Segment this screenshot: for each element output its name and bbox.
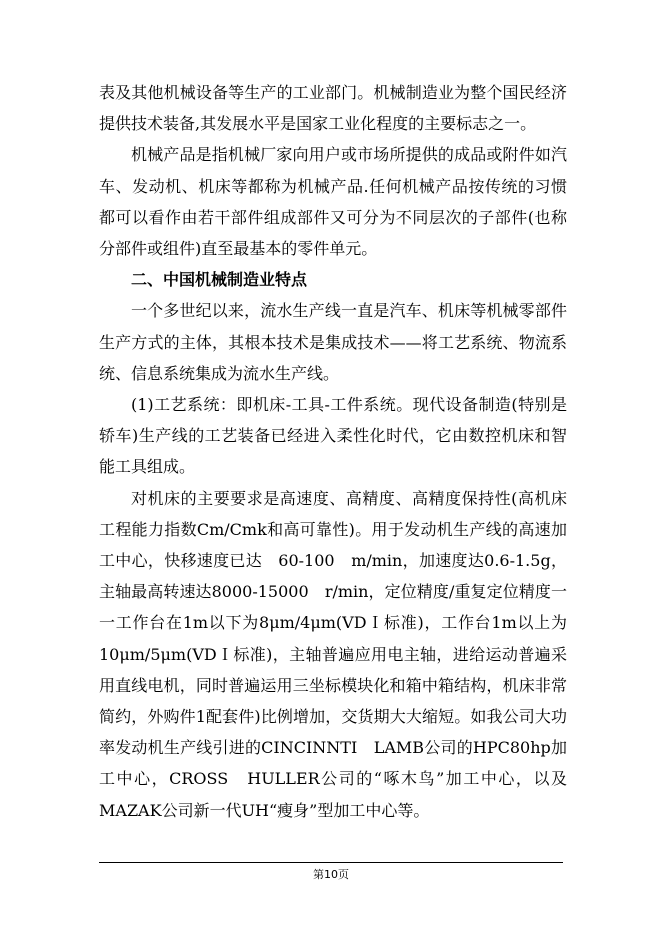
paragraph: 机械产品是指机械厂家向用户或市场所提供的成品或附件如汽车、发动机、机床等都称为机械产品.任何机械产品按传统的习惯都可以看作由若干部件组成部件又可分为不同层次的子部件(也称分部件或组件)直至最基本的零件单元。: [99, 145, 567, 259]
paragraph: (1)工艺系统：即机床-工具-工件系统。现代设备制造(特别是轿车)生产线的工艺装备已经进入柔性化时代，它由数控机床和智能工具组成。: [99, 395, 567, 477]
page-body: [99, 77, 567, 826]
paragraph: 对机床的主要要求是高速度、高精度、高精度保持性(高机床工程能力指数Cm/Cmk和高可靠性)。用于发动机生产线的高速加工中心，快移速度已达 60-100 m/min，加速度达0.6-1.5g，主轴最高转速达8000-15000 r/min，定位精度/重复定位精度一一工作台在1m以下为8μm/4μm(VDＩ标准)，工作台1m以上为10μm/5μm(VDＩ标准)，主轴普遍应用电主轴，进给运动普遍采用直线电机，同时普遍运用三坐标模块化和箱中箱结构，机床非常简约，外购件1配套件)比例增加，交货期大大缩短。如我公司大功率发动机生产线引进的CINCINNTI LAMB公司的HPC80hp加工中心，CROSS HULLER公司的“啄木鸟”加工中心，以及MAZAK公司新一代UH“瘦身”型加工中心等。: [99, 488, 567, 820]
paragraph: 一个多世纪以来，流水生产线一直是汽车、机床等机械零部件生产方式的主体，其根本技术是集成技术——将工艺系统、物流系统、信息系统集成为流水生产线。: [99, 301, 567, 383]
footer-rule: [99, 862, 563, 863]
paragraph: 表及其他机械设备等生产的工业部门。机械制造业为整个国民经济提供技术装备,其发展水平是国家工业化程度的主要标志之一。: [99, 83, 567, 134]
page-number: 第10页: [313, 868, 349, 881]
section-heading: 二、中国机械制造业特点: [131, 270, 308, 290]
